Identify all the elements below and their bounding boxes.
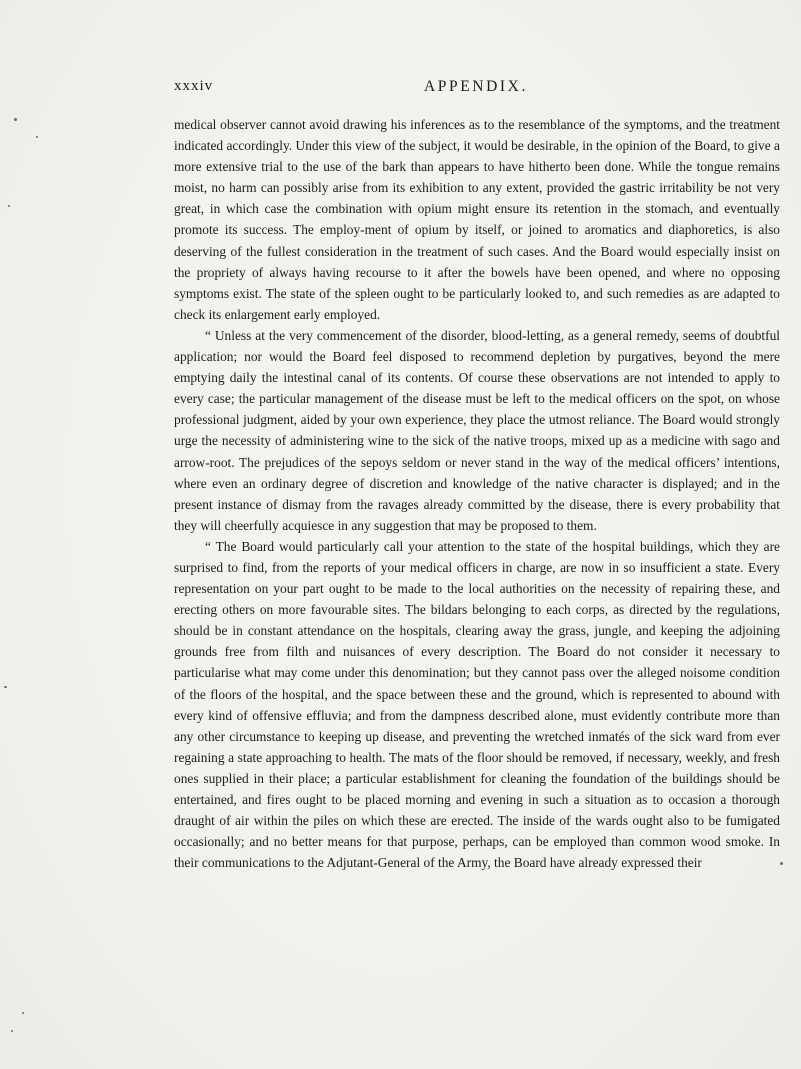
body-text — [174, 114, 780, 873]
running-head — [174, 78, 778, 102]
page-number: xxxiv — [174, 78, 214, 94]
print-speck — [780, 862, 783, 865]
paragraph-bloodletting: “ Unless at the very commencement of the disorder, blood-letting, as a general remedy, seems of doubtful application; nor would the Board feel disposed to recommend depletion by purgatives, beyond the mere emptying daily the intestinal canal of its contents. Of course these observations are not intended to apply to every case; the particular management of the disease must be left to the medical officers on the spot, on whose professional judgment, aided by your own experience, they place the utmost reliance. The Board would strongly urge the necessity of administering wine to the sick of the native troops, mixed up as a medicine with sago and arrow-root. The prejudices of the sepoys seldom or never stand in the way of the medical officers’ intentions, where even an ordinary degree of discretion and knowledge of the native character is displayed; and in the present instance of dismay from the ravages already committed by the disease, there is every probability that they will cheerfully acquiesce in any suggestion that may be proposed to them. — [174, 327, 780, 533]
running-title: APPENDIX. — [424, 78, 528, 95]
print-speck — [4, 686, 7, 688]
paragraph-continued: medical observer cannot avoid drawing his inferences as to the resemblance of the symptoms, and the treatment indicated accordingly. Under this view of the subject, it would be desirable, in the opinion of the Board, to give a more extensive trial to the use of the bark than appears to have hitherto been done. While the tongue remains moist, no harm can possibly arise from its exhibition to any extent, provided the gastric irritability be not very great, in which case the combination with opium might ensure its retention in the stomach, and eventually promote its success. The employ-ment of opium by itself, or joined to aromatics and diaphoretics, is also deserving of the fullest consideration in the treatment of such cases. And the Board would especially insist on the propriety of always having recourse to it after the bowels have been opened, and where no opposing symptoms exist. The state of the spleen ought to be particularly looked to, and such remedies as are adapted to check its enlargement early employed. — [174, 117, 780, 322]
print-speck — [22, 1012, 24, 1014]
print-speck — [14, 118, 17, 121]
print-speck — [36, 136, 38, 138]
paragraph-hospital-buildings: “ The Board would particularly call your attention to the state of the hospital buildings, which they are surprised to find, from the reports of your medical officers in charge, are now in so insufficient a state. Every representation on your part ought to be made to the local authorities on the necessity of repairing these, and erecting others on more favourable sites. The bildars belonging to each corps, as directed by the regulations, should be in constant attendance on the hospitals, clearing away the grass, jungle, and keeping the adjoining grounds free from filth and nuisances of every description. The Board do not consider it necessary to particularise what may come under this denomination; but they cannot pass over the alleged noisome condition of the floors of the hospital, and the space between these and the ground, which is represented to abound with every kind of offensive effluvia; and from the dampness described alone, must evidently contribute more than any other circumstance to keeping up disease, and preventing the wretched inmatés of the sick ward from ever regaining a state approaching to health. The mats of the floor should be removed, if necessary, weekly, and fresh ones supplied in their place; a particular establishment for cleaning the foundation of the buildings should be entertained, and fires ought to be placed morning and evening in such a situation as to occasion a thorough draught of air within the piles on which these are erected. The inside of the wards ought also to be fumigated occasionally; and no better means for that purpose, perhaps, can be employed than common wood smoke. In their communications to the Adjutant-General of the Army, the Board have already expressed their — [174, 538, 780, 871]
print-speck — [8, 205, 10, 207]
print-speck — [11, 1030, 13, 1032]
